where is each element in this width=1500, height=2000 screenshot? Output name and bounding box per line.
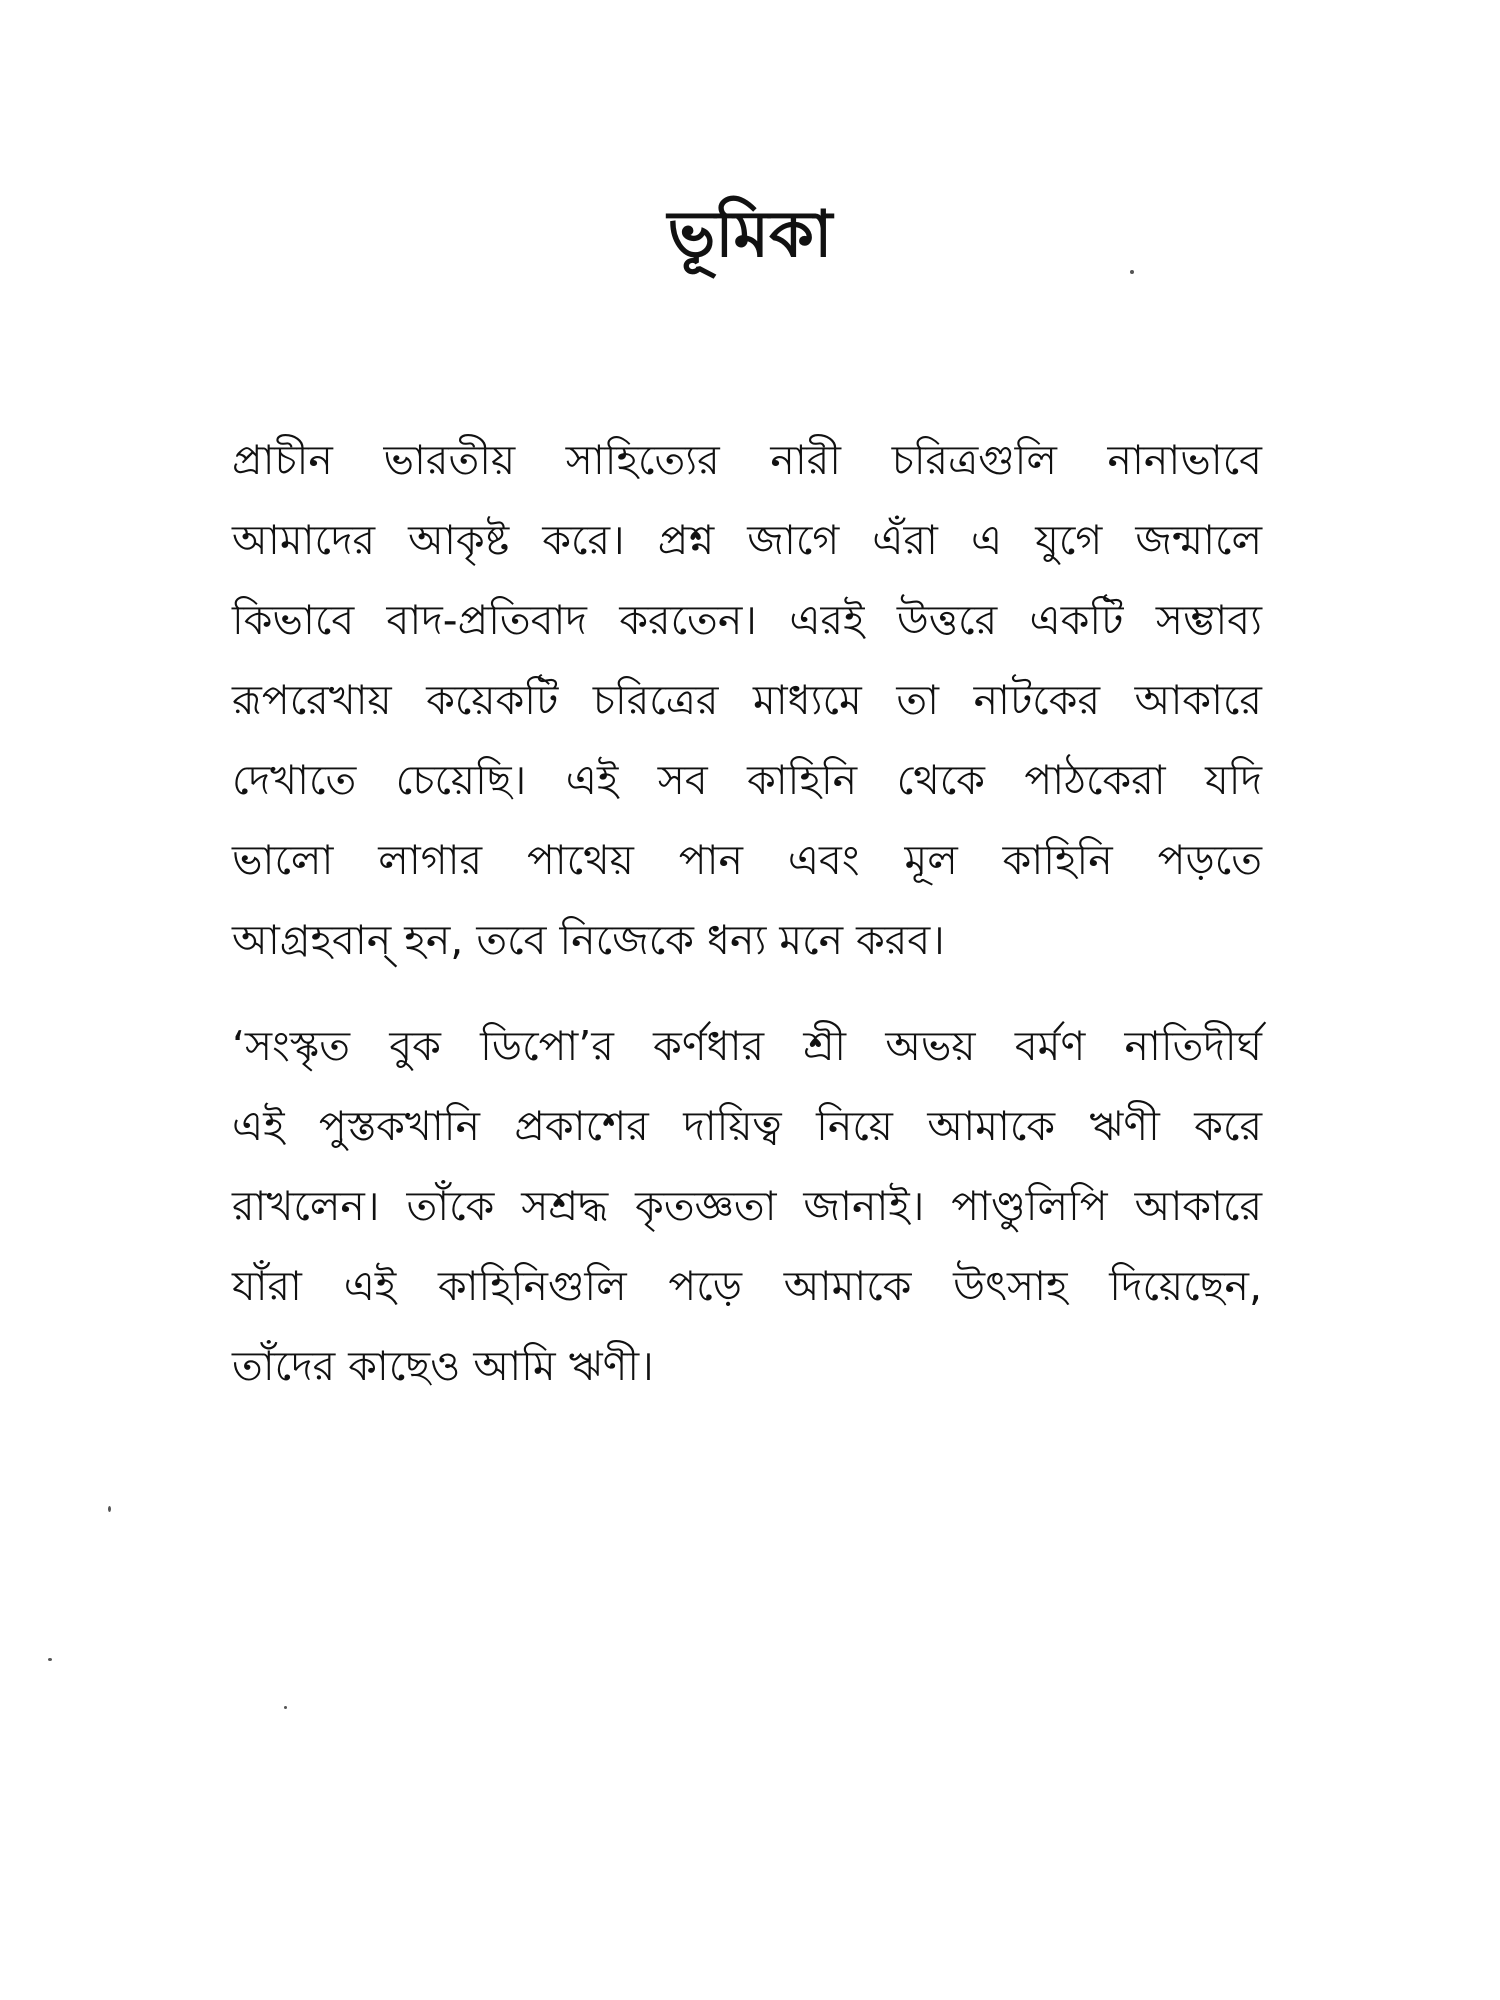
text-line: রূপরেখায় কয়েকটি চরিত্রের মাধ্যমে তা নাটকের আকারে [232, 676, 1262, 724]
text-line: যাঁরা এই কাহিনিগুলি পড়ে আমাকে উৎসাহ দিয়েছেন, [232, 1262, 1262, 1310]
paragraph-1 [232, 420, 1262, 980]
text-line: আগ্রহবান্ হন, তবে নিজেকে ধন্য মনে করব। [232, 916, 945, 964]
text-line: প্রাচীন ভারতীয় সাহিত্যের নারী চরিত্রগুলি নানাভাবে [232, 436, 1262, 484]
paper-speck [108, 1506, 111, 1512]
preface-body [232, 420, 1262, 1406]
paper-speck [48, 1658, 52, 1661]
text-line: রাখলেন। তাঁকে সশ্রদ্ধ কৃতজ্ঞতা জানাই। পাণ্ডুলিপি আকারে [232, 1182, 1262, 1230]
text-line: ভালো লাগার পাথেয় পান এবং মূল কাহিনি পড়তে [232, 836, 1262, 884]
text-line: আমাদের আকৃষ্ট করে। প্রশ্ন জাগে এঁরা এ যুগে জন্মালে [232, 516, 1262, 564]
text-line: কিভাবে বাদ-প্রতিবাদ করতেন। এরই উত্তরে একটি সম্ভাব্য [232, 596, 1262, 644]
text-line: তাঁদের কাছেও আমি ঋণী। [232, 1342, 654, 1390]
text-line: ‘সংস্কৃত বুক ডিপো’র কর্ণধার শ্রী অভয় বর্মণ নাতিদীর্ঘ [232, 1022, 1262, 1070]
paragraph-2 [232, 1006, 1262, 1406]
paper-speck [284, 1706, 287, 1709]
page-title: ভূমিকা [667, 198, 833, 272]
text-line: দেখাতে চেয়েছি। এই সব কাহিনি থেকে পাঠকেরা যদি [232, 756, 1262, 804]
text-line: এই পুস্তকখানি প্রকাশের দায়িত্ব নিয়ে আমাকে ঋণী করে [232, 1102, 1262, 1150]
paper-speck [1130, 270, 1134, 274]
paragraph-gap [232, 980, 1262, 1006]
